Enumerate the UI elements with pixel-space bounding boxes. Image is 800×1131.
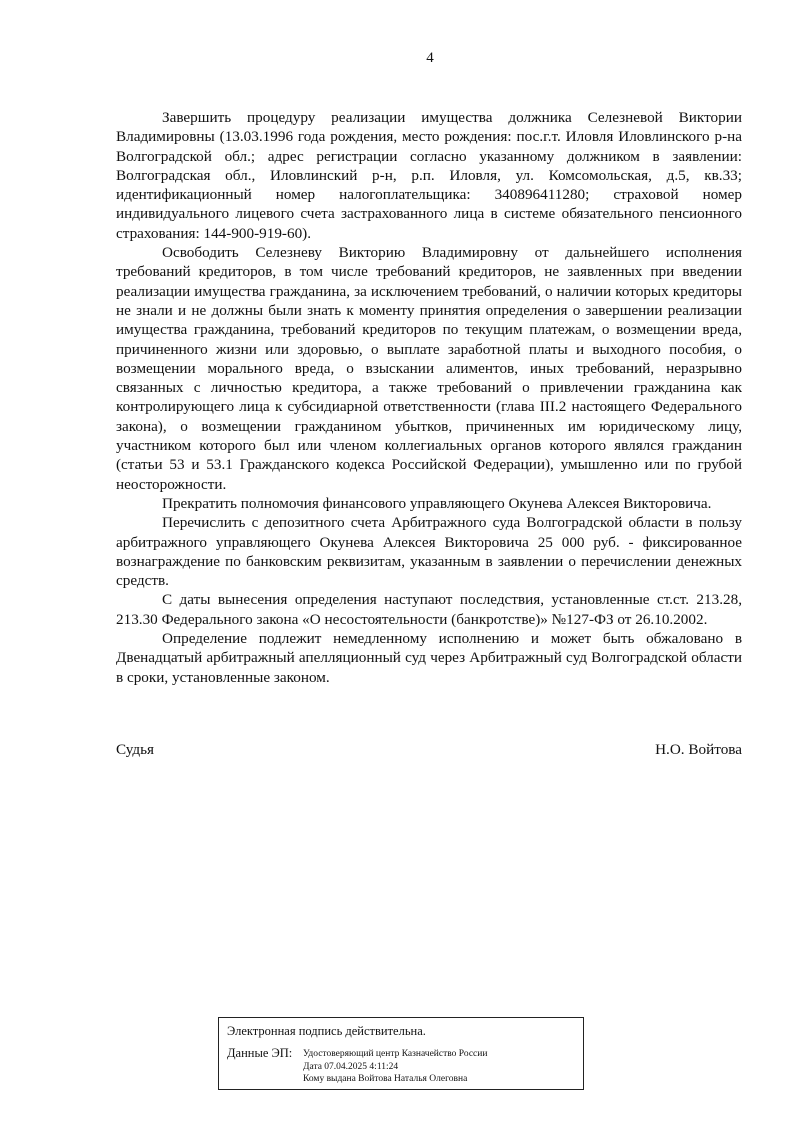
- paragraph-complete-procedure: Завершить процедуру реализации имущества должника Селезневой Виктории Владимировны (13.03.1996 года рождения, место рождения: пос.г.т. Иловля Иловлинского р-на Волгоградской обл.; адрес регистрации согласно указанному должником в заявлении: Волгоградская обл., Иловлинский р-н, р.п. Иловля, ул. Комсомольская, д.5, кв.33; идентификационный номер налогоплательщика: 340896411280; страховой номер индивидуального лицевого счета застрахованного лица в системе обязательного пенсионного страхования: 144-900-919-60).: [116, 109, 742, 242]
- document-body: [116, 108, 742, 687]
- esign-issuer: Удостоверяющий центр Казначейство России: [303, 1049, 488, 1059]
- page-number: 4: [426, 50, 434, 66]
- esign-title: Электронная подпись действительна.: [227, 1024, 426, 1038]
- paragraph-transfer-funds: Перечислить с депозитного счета Арбитражного суда Волгоградской области в пользу арбитражного управляющего Окунева Алексея Викторовича 25 000 руб. - фиксированное вознаграждение по банковским реквизитам, указанным в заявлении о перечислении денежных средств.: [116, 514, 742, 590]
- signature-row: [116, 740, 742, 759]
- judge-role: Судья: [116, 741, 155, 758]
- esign-data-label: Данные ЭП:: [227, 1046, 293, 1060]
- esign-details: [303, 1048, 487, 1086]
- esign-issued-to: Кому выдана Войтова Наталья Олеговна: [303, 1074, 468, 1084]
- electronic-signature-stamp: [218, 1017, 584, 1090]
- esign-date: Дата 07.04.2025 4:11:24: [303, 1061, 399, 1072]
- paragraph-consequences: С даты вынесения определения наступают последствия, установленные ст.ст. 213.28, 213.30 Федерального закона «О несостоятельности (банкротстве)» №127-ФЗ от 26.10.2002.: [116, 591, 742, 628]
- paragraph-terminate-powers: Прекратить полномочия финансового управляющего Окунева Алексея Викторовича.: [162, 494, 712, 512]
- judge-name: Н.О. Войтова: [655, 741, 742, 758]
- paragraph-release-debtor: Освободить Селезневу Викторию Владимировну от дальнейшего исполнения требований кредиторов, в том числе требований кредиторов, не заявленных при введении реализации имущества гражданина, за исключением требований, о наличии которых кредиторы не знали и не должны были знать к моменту принятия определения о завершении реализации имущества гражданина, требований кредиторов по текущим платежам, о возмещении вреда, причиненного жизни или здоровью, о выплате заработной платы и выходного пособия, о возмещении морального вреда, о взыскании алиментов, иных требований, неразрывно связанных с личностью кредитора, а также требований о привлечении гражданина как контролирующего лица к субсидиарной ответственности (глава III.2 настоящего Федерального закона), о возмещении гражданином убытков, причиненных им юридическому лицу, участником которого был или членом коллегиальных органов которого являлся гражданин (статьи 53 и 53.1 Гражданского кодекса Российской Федерации), умышленно или по грубой неосторожности.: [116, 244, 742, 493]
- paragraph-appeal: Определение подлежит немедленному исполнению и может быть обжаловано в Двенадцатый арбитражный апелляционный суд через Арбитражный суд Волгоградской области в сроки, установленные законом.: [116, 630, 742, 686]
